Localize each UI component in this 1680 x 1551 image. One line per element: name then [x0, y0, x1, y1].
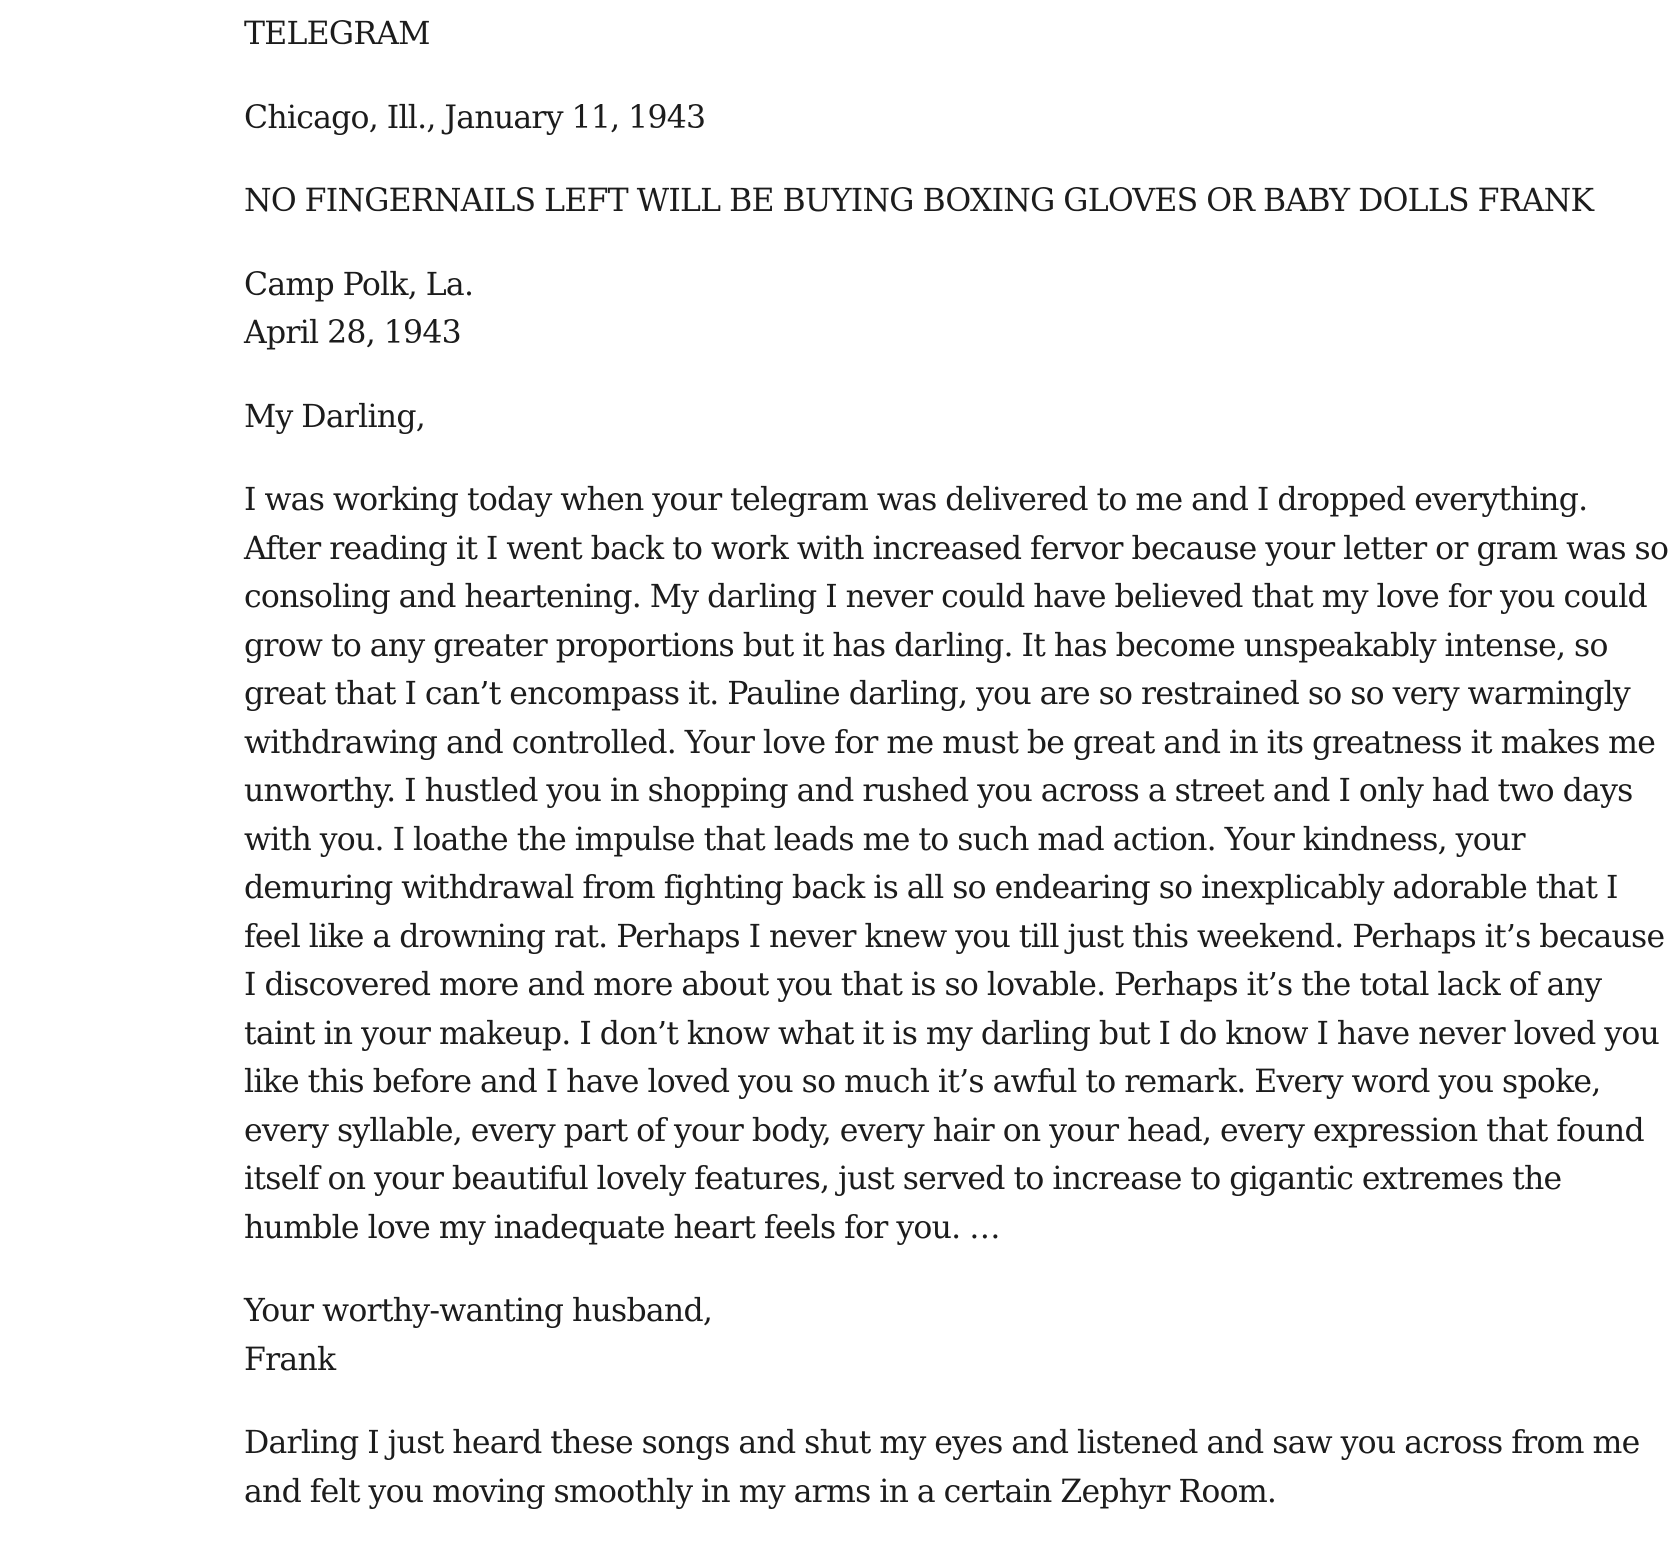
telegram-origin-block — [244, 94, 1669, 143]
letter-closing: Your worthy-wanting husband, — [244, 1293, 713, 1329]
telegram-origin: Chicago, Ill., January 11, 1943 — [244, 99, 706, 136]
letter-signoff — [244, 1287, 1669, 1384]
letter-dateline — [244, 261, 1669, 358]
telegram-message: NO FINGERNAILS LEFT WILL BE BUYING BOXING GLOVES OR BABY DOLLS FRANK — [244, 183, 1594, 219]
letter-document — [244, 10, 1669, 1551]
letter-signature: Frank — [244, 1341, 336, 1378]
telegram-heading-block — [244, 10, 1669, 59]
telegram-message-block — [244, 177, 1669, 226]
letter-place: Camp Polk, La. — [244, 266, 474, 303]
letter-salutation: My Darling, — [244, 398, 426, 435]
letter-date: April 28, 1943 — [244, 315, 461, 351]
telegram-heading: TELEGRAM — [244, 16, 430, 52]
postscript-block — [244, 1419, 1669, 1516]
letter-body-block — [244, 476, 1669, 1252]
salutation-block — [244, 393, 1669, 442]
letter-body: I was working today when your telegram was delivered to me and I dropped everything. After reading it I went back to work with increased fervor because your letter or gram was so consoling and heartening. My darling I never could have believed that my love for you could grow to any greater proportions but it has darling. It has become unspeakably intense, so great that I can’t encompass it. Pauline darling, you are so restrained so so very warmingly withdrawing and controlled. Your love for me must be great and in its greatness it makes me unworthy. I hustled you in shopping and rushed you across a street and I only had two days with you. I loathe the impulse that leads me to such mad action. Your kindness, your demuring withdrawal from fighting back is all so endearing so inexplicably adorable that I feel like a drowning rat. Perhaps I never knew you till just this weekend. Perhaps it’s because I discovered more and more about you that is so lovable. Perhaps it’s the total lack of any taint in your makeup. I don’t know what it is my darling but I do know I have never loved you like this before and I have loved you so much it’s awful to remark. Every word you spoke, every syllable, every part of your body, every hair on your head, every expression that found itself on your beautiful lovely features, just served to increase to gigantic extremes the humble love my inadequate heart feels for you. … — [244, 482, 1669, 1246]
letter-postscript: Darling I just heard these songs and shut my eyes and listened and saw you across from me and felt you moving smoothly in my arms in a certain Zephyr Room. — [244, 1425, 1640, 1510]
